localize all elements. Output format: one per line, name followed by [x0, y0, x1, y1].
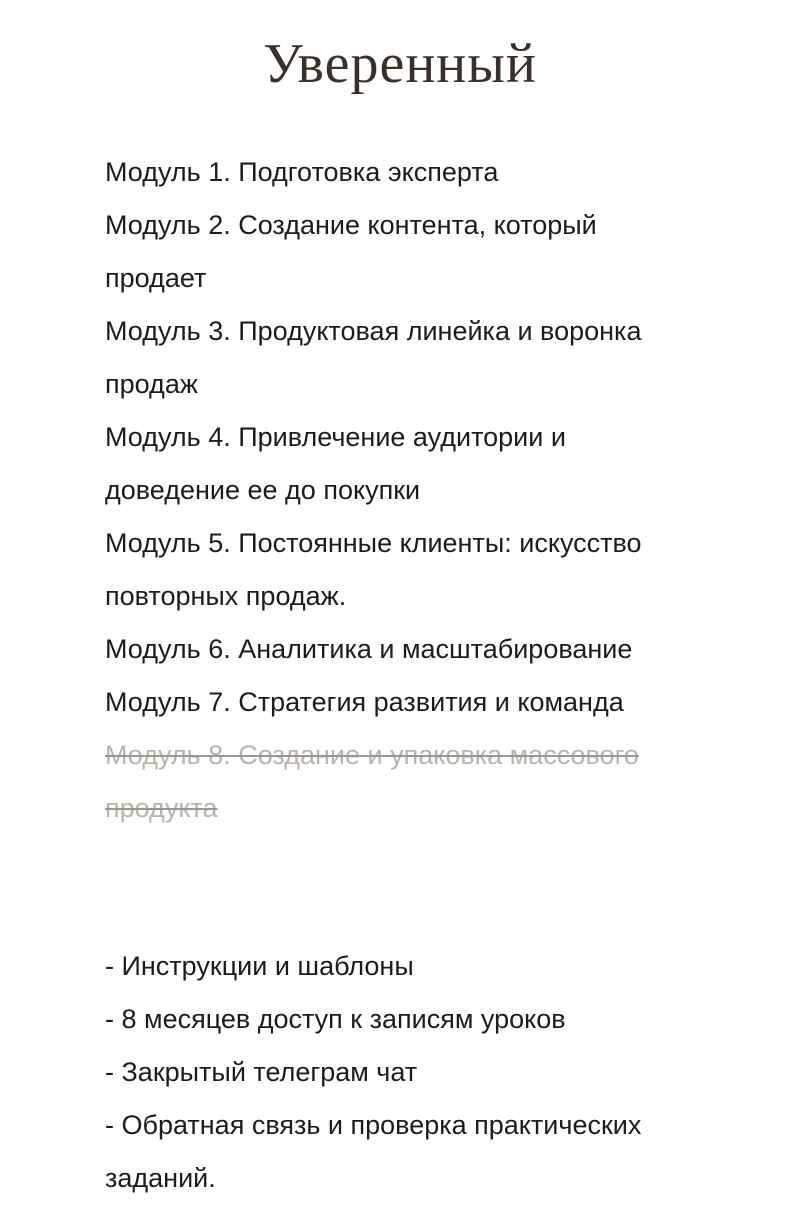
- module-item-2: Модуль 2. Создание контента, который продает: [105, 210, 597, 293]
- module-item-4: Модуль 4. Привлечение аудитории и доведение ее до покупки: [105, 422, 566, 505]
- feature-item-templates: - Инструкции и шаблоны: [105, 951, 414, 981]
- module-item-5: Модуль 5. Постоянные клиенты: искусство повторных продаж.: [105, 528, 642, 611]
- module-item-1: Модуль 1. Подготовка эксперта: [105, 157, 499, 187]
- module-list: [105, 146, 705, 835]
- feature-list: [105, 940, 705, 1205]
- tariff-title: Уверенный: [263, 33, 537, 95]
- module-item-6: Модуль 6. Аналитика и масштабирование: [105, 634, 633, 664]
- module-item-3: Модуль 3. Продуктовая линейка и воронка продаж: [105, 316, 642, 399]
- module-item-8-unavailable: Модуль 8. Создание и упаковка массового продукта: [105, 740, 639, 823]
- feature-item-access: - 8 месяцев доступ к записям уроков: [105, 1004, 566, 1034]
- feature-item-feedback: - Обратная связь и проверка практических заданий.: [105, 1110, 642, 1193]
- module-item-7: Модуль 7. Стратегия развития и команда: [105, 687, 624, 717]
- feature-item-chat: - Закрытый телеграм чат: [105, 1057, 418, 1087]
